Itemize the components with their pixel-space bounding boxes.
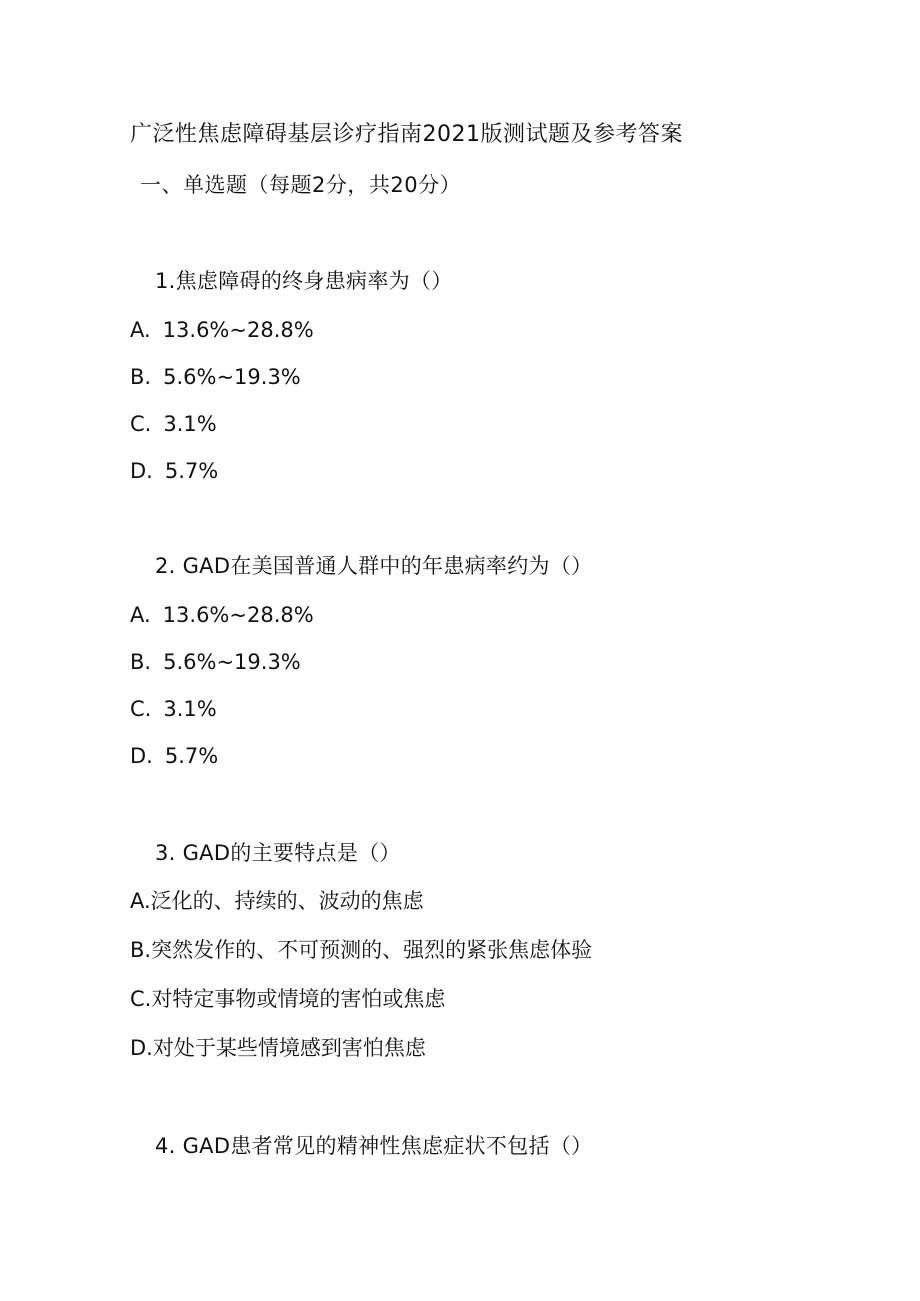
option-label: B. — [130, 650, 152, 674]
option-label: A. — [130, 889, 151, 913]
option-text: 5.7% — [164, 459, 219, 483]
option-text: 突然发作的、不可预测的、强烈的紧张焦虑体验 — [151, 938, 593, 962]
question-4-stem: 4. GAD患者常见的精神性焦虑症状不包括（） — [155, 1134, 593, 1158]
option-text: 5.6%~19.3% — [163, 365, 301, 389]
section-heading: 一、单选题（每题2分，共20分） — [140, 173, 462, 197]
option-text: 对处于某些情境感到害怕焦虑 — [152, 1036, 426, 1060]
option-label: A. — [130, 603, 151, 627]
option-label: C. — [130, 987, 152, 1011]
question-1-stem: 1.焦虑障碍的终身患病率为（） — [155, 269, 453, 293]
question-1-option-c — [130, 409, 217, 439]
option-label: C. — [130, 412, 152, 436]
question-3-option-a — [130, 886, 424, 916]
option-label: B. — [130, 938, 152, 962]
question-3-option-d — [130, 1033, 426, 1063]
document-title: 广泛性焦虑障碍基层诊疗指南2021版测试题及参考答案 — [130, 122, 683, 147]
option-label: D. — [130, 459, 153, 483]
question-1-option-b — [130, 362, 301, 392]
question-1-option-d — [130, 456, 218, 486]
question-2-option-c — [130, 694, 217, 724]
question-3-option-b — [130, 935, 592, 965]
option-text: 13.6%~28.8% — [162, 603, 314, 627]
option-text: 3.1% — [163, 412, 217, 436]
option-label: B. — [130, 365, 152, 389]
question-1-option-a — [130, 315, 314, 345]
option-text: 13.6%~28.8% — [162, 318, 314, 342]
option-label: A. — [130, 318, 151, 342]
question-3-option-c — [130, 984, 445, 1014]
question-2-option-a — [130, 600, 314, 630]
option-text: 3.1% — [163, 697, 217, 721]
question-2-option-d — [130, 741, 218, 771]
question-3-stem: 3. GAD的主要特点是（） — [155, 841, 401, 865]
option-text: 5.6%~19.3% — [163, 650, 301, 674]
option-label: C. — [130, 697, 152, 721]
option-text: 5.7% — [164, 744, 219, 768]
question-2-stem: 2. GAD在美国普通人群中的年患病率约为（） — [155, 554, 593, 578]
option-label: D. — [130, 744, 153, 768]
option-text: 对特定事物或情境的害怕或焦虑 — [151, 987, 446, 1011]
option-text: 泛化的、持续的、波动的焦虑 — [150, 889, 424, 913]
question-2-option-b — [130, 647, 301, 677]
option-label: D. — [130, 1036, 153, 1060]
